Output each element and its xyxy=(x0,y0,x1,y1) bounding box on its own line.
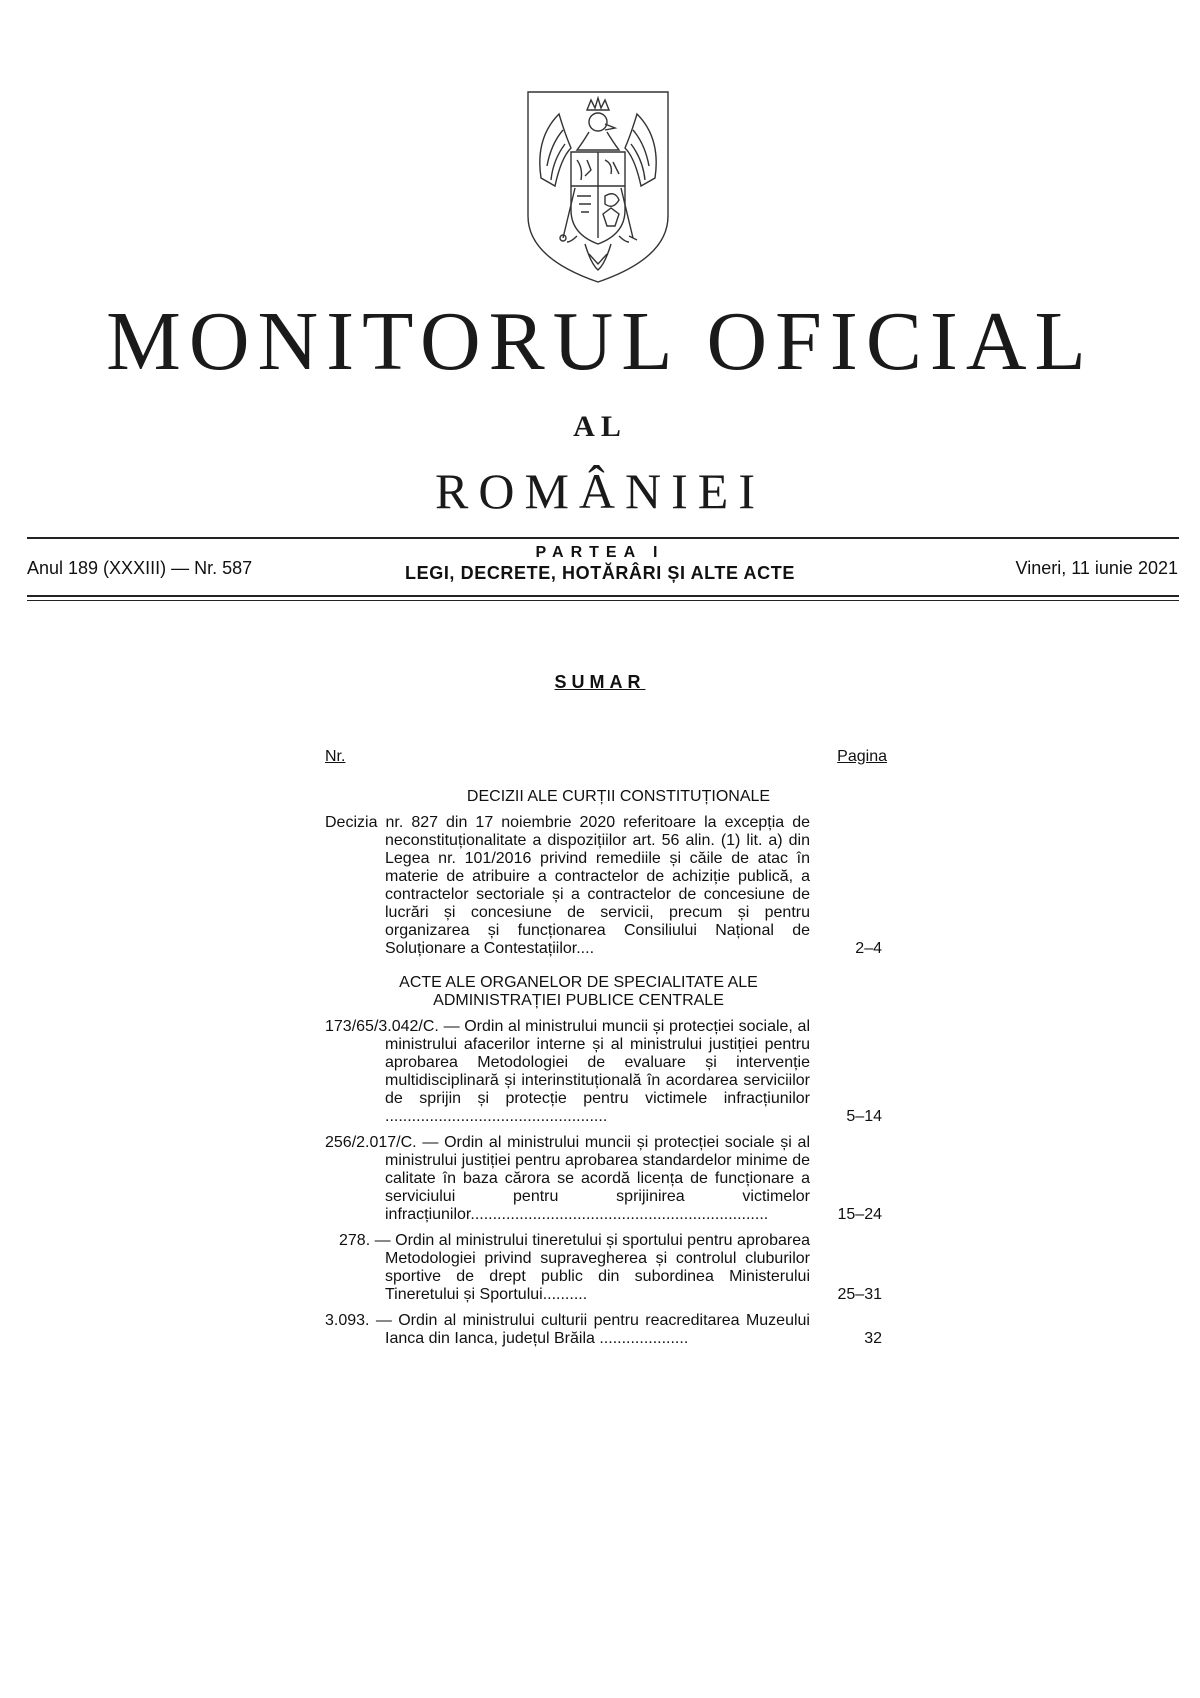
table-of-contents xyxy=(325,748,890,1356)
toc-entry-page: 15–24 xyxy=(837,1206,882,1223)
toc-entry-number: 278. xyxy=(339,1232,371,1249)
toc-entry-number: 173/65/3.042/C. xyxy=(325,1018,439,1035)
toc-section-title: ACTE ALE ORGANELOR DE SPECIALITATE ALE ADMINISTRAȚIEI PUBLICE CENTRALE xyxy=(399,974,758,1009)
toc-entry-number: Decizia xyxy=(325,814,378,831)
part-title: LEGI, DECRETE, HOTĂRÂRI ȘI ALTE ACTE xyxy=(405,563,795,583)
toc-entry xyxy=(325,1312,890,1348)
toc-entry-page: 5–14 xyxy=(846,1108,882,1125)
coat-of-arms-icon xyxy=(525,88,671,284)
toc-entry xyxy=(325,1134,890,1224)
part-label: PARTEA I xyxy=(535,544,665,561)
toc-header xyxy=(325,748,890,772)
header-rule-bottom-2 xyxy=(27,600,1179,601)
newspaper-title: MONITORUL OFICIAL xyxy=(106,295,1094,388)
toc-entry xyxy=(325,814,890,958)
toc-col-page: Pagina xyxy=(837,748,887,765)
toc-col-nr: Nr. xyxy=(325,748,346,765)
toc-entry-number: 3.093. xyxy=(325,1312,370,1329)
header-rule-top xyxy=(27,537,1179,539)
toc-entry-text: nr. 827 din 17 noiembrie 2020 referitoare la excepția de neconstituționalitate a dispozițiilor art. 56 alin. (1) lit. a) din Legea nr. 101/2016 privind remediile și căile de atac în materie de atribuire a contractelor de achiziție publică, a contractelor sectoriale și a contractelor de concesiune de lucrări și concesiune de servicii, precum și pentru organizarea și funcționarea Consiliului Național de Soluționare a Contestațiilor.... xyxy=(385,814,810,957)
toc-entry-text: — Ordin al ministrului culturii pentru reacreditarea Muzeului Ianca din Ianca, județul Brăila .................... xyxy=(375,1312,810,1347)
toc-section-title: DECIZII ALE CURȚII CONSTITUȚIONALE xyxy=(466,788,771,805)
toc-entry-page: 32 xyxy=(864,1330,882,1347)
summary-title: SUMAR xyxy=(554,672,646,692)
part-heading xyxy=(320,544,880,584)
toc-entry-text: — Ordin al ministrului muncii și protecției sociale și al ministrului justiției pentru aprobarea standardelor minime de calitate în baza cărora se acordă licența de funcționare a serviciului pentru sprijinirea victimelor infracțiunilor................................................................... xyxy=(385,1134,811,1223)
newspaper-country: ROMÂNIEI xyxy=(435,463,765,519)
toc-entry-number: 256/2.017/C. xyxy=(325,1134,417,1151)
toc-entry-page: 2–4 xyxy=(855,940,882,957)
issue-date: Vineri, 11 iunie 2021 xyxy=(1015,558,1178,578)
issue-number: Anul 189 (XXXIII) — Nr. 587 xyxy=(27,558,253,578)
toc-entry xyxy=(325,1232,890,1304)
newspaper-subtitle: AL xyxy=(573,410,627,443)
toc-entry-text: — Ordin al ministrului muncii și protecției sociale, al ministrului afacerilor interne și al ministrului justiției pentru aprobarea Metodologiei de evaluare și intervenție multidisciplinară și interinstituțională în acordarea serviciilor de sprijin și protecție pentru victimele infracțiunilor .................................................. xyxy=(385,1018,810,1125)
toc-entry-page: 25–31 xyxy=(837,1286,882,1303)
toc-entry-text: — Ordin al ministrului tineretului și sportului pentru aprobarea Metodologiei privind supravegherea și controlul cluburilor sportive de drept public din subordinea Ministerului Tineretului și Sportului.......... xyxy=(374,1232,811,1303)
toc-entry xyxy=(325,1018,890,1126)
header-rule-bottom-1 xyxy=(27,595,1179,597)
